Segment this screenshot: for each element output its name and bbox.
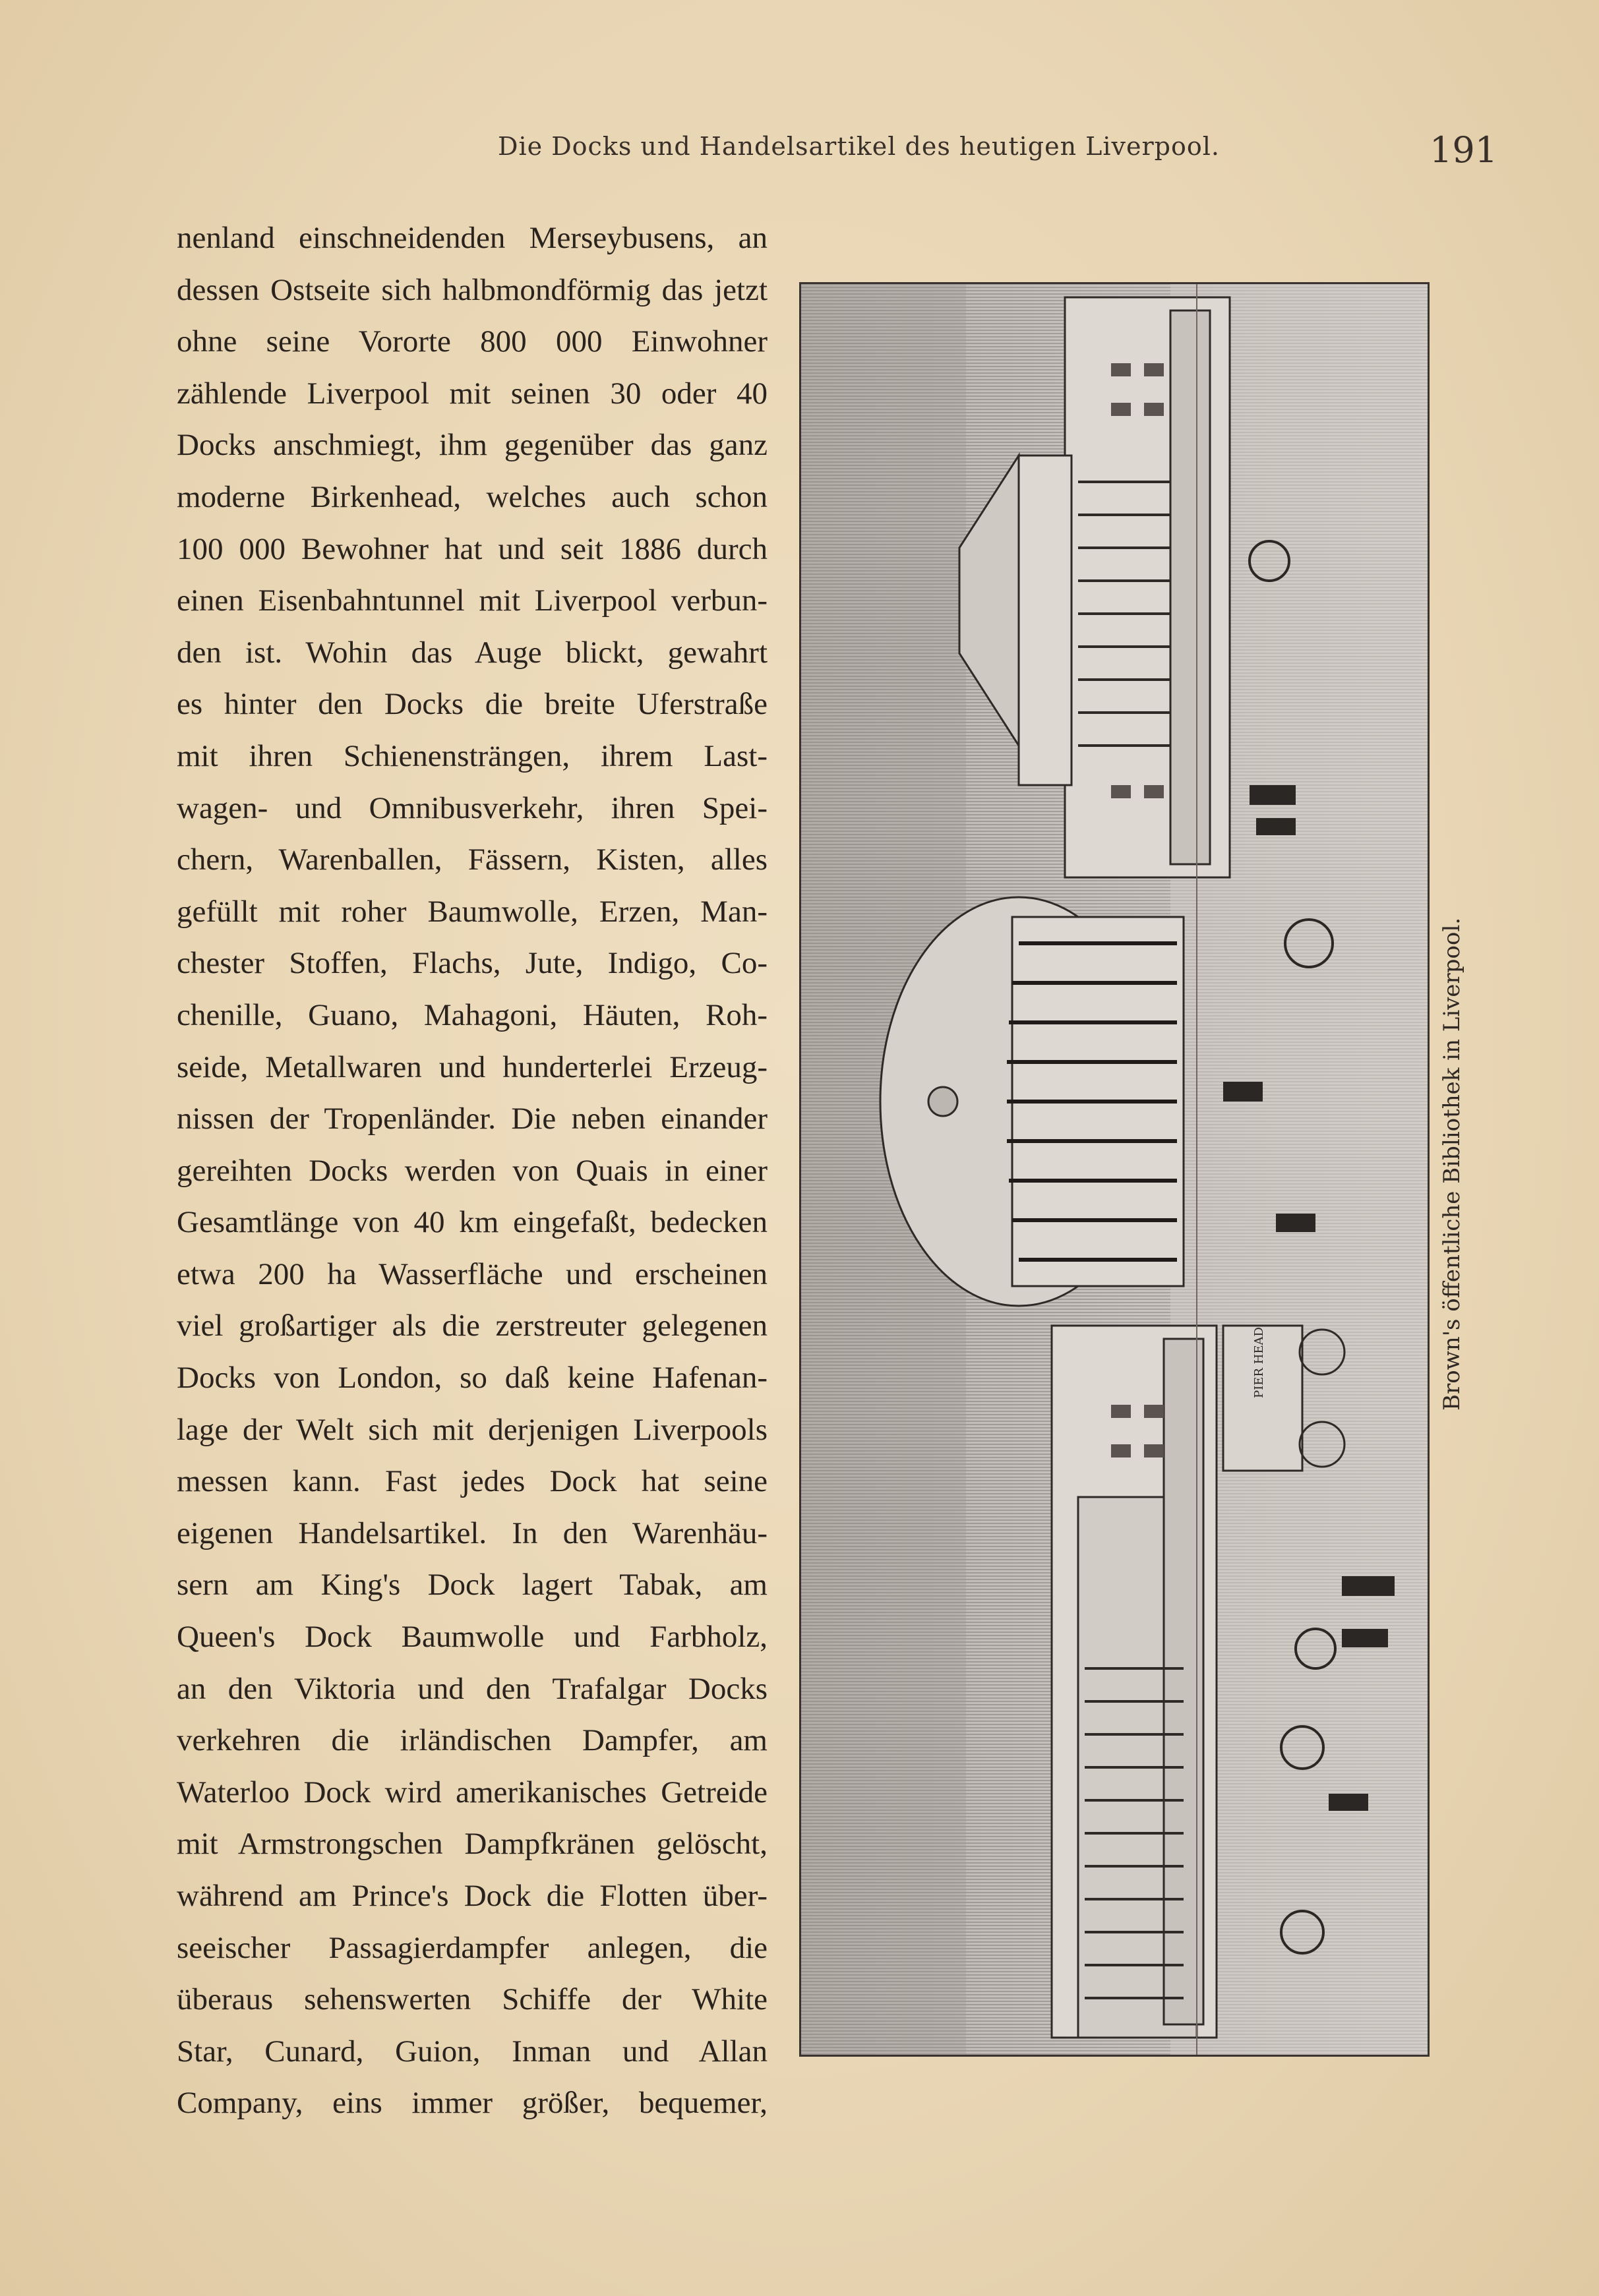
- body-line: es hinter den Docks die breite Uferstraße: [177, 687, 768, 722]
- body-line: mit ihren Schienensträngen, ihrem Last-: [177, 738, 768, 773]
- body-line: einen Eisenbahntunnel mit Liverpool verbun-: [177, 583, 768, 618]
- body-line: Docks anschmiegt, ihm gegenüber das ganz: [177, 428, 768, 463]
- body-line: ohne seine Vororte 800 000 Einwohner: [177, 324, 768, 359]
- library-engraving: [801, 284, 1428, 2055]
- figure-caption: [1439, 917, 1478, 1411]
- body-line: moderne Birkenhead, welches auch schon: [177, 479, 768, 514]
- caption-text: Brown's öffentliche Bibliothek in Liverpool.: [1439, 917, 1465, 1411]
- building-left-wing: [959, 297, 1230, 877]
- body-line: Star, Cunard, Guion, Inman und Allan: [177, 2034, 768, 2069]
- body-line: messen kann. Fast jedes Dock hat seine: [177, 1464, 768, 1499]
- omnibus-sign: PIER HEAD: [1252, 1327, 1266, 1398]
- body-line: Queen's Dock Baumwolle und Farbholz,: [177, 1620, 768, 1655]
- body-line: gereihten Docks werden von Quais in einer: [177, 1153, 768, 1188]
- body-line: seeischer Passagierdampfer anlegen, die: [177, 1930, 768, 1965]
- body-line: verkehren die irländischen Dampfer, am: [177, 1723, 768, 1758]
- running-head: Die Docks und Handelsartikel des heutigen Liverpool.: [498, 132, 1220, 161]
- body-line: wagen- und Omnibusverkehr, ihren Spei-: [177, 790, 768, 825]
- body-line: lage der Welt sich mit derjenigen Liverpools: [177, 1412, 768, 1447]
- body-line: nissen der Tropenländer. Die neben einander: [177, 1102, 768, 1136]
- body-line: mit Armstrongschen Dampfkränen gelöscht,: [177, 1827, 768, 1862]
- body-line: eigenen Handelsartikel. In den Warenhäu-: [177, 1516, 768, 1550]
- body-line: 100 000 Bewohner hat und seit 1886 durch: [177, 531, 768, 566]
- body-line: dessen Ostseite sich halbmondförmig das jetzt: [177, 272, 768, 307]
- body-line: sern am King's Dock lagert Tabak, am: [177, 1568, 768, 1603]
- body-line: während am Prince's Dock die Flotten über-: [177, 1879, 768, 1913]
- page-number: 191: [1430, 129, 1498, 171]
- body-line: zählende Liverpool mit seinen 30 oder 40: [177, 376, 768, 411]
- body-line: Waterloo Dock wird amerikanisches Getreide: [177, 1775, 768, 1810]
- body-line: Docks von London, so daß keine Hafenan-: [177, 1361, 768, 1396]
- body-text-column: [177, 212, 768, 2129]
- body-line: Company, eins immer größer, bequemer,: [177, 2086, 768, 2121]
- body-line: an den Viktoria und den Trafalgar Docks: [177, 1671, 768, 1706]
- body-line: viel großartiger als die zerstreuter gelegenen: [177, 1309, 768, 1343]
- body-line: seide, Metallwaren und hunderterlei Erzeug-: [177, 1049, 768, 1084]
- body-line: überaus sehenswerten Schiffe der White: [177, 1982, 768, 2017]
- engraving-illustration: [799, 282, 1430, 2057]
- body-line: etwa 200 ha Wasserfläche und erscheinen: [177, 1256, 768, 1291]
- body-line: den ist. Wohin das Auge blickt, gewahrt: [177, 635, 768, 670]
- body-line: gefüllt mit roher Baumwolle, Erzen, Man-: [177, 894, 768, 929]
- body-line: Gesamtlänge von 40 km eingefaßt, bedecken: [177, 1205, 768, 1240]
- body-line: chern, Warenballen, Fässern, Kisten, alles: [177, 842, 768, 877]
- body-line: chenille, Guano, Mahagoni, Häuten, Roh-: [177, 997, 768, 1032]
- body-line: chester Stoffen, Flachs, Jute, Indigo, Co-: [177, 946, 768, 981]
- body-line: nenland einschneidenden Merseybusens, an: [177, 221, 768, 255]
